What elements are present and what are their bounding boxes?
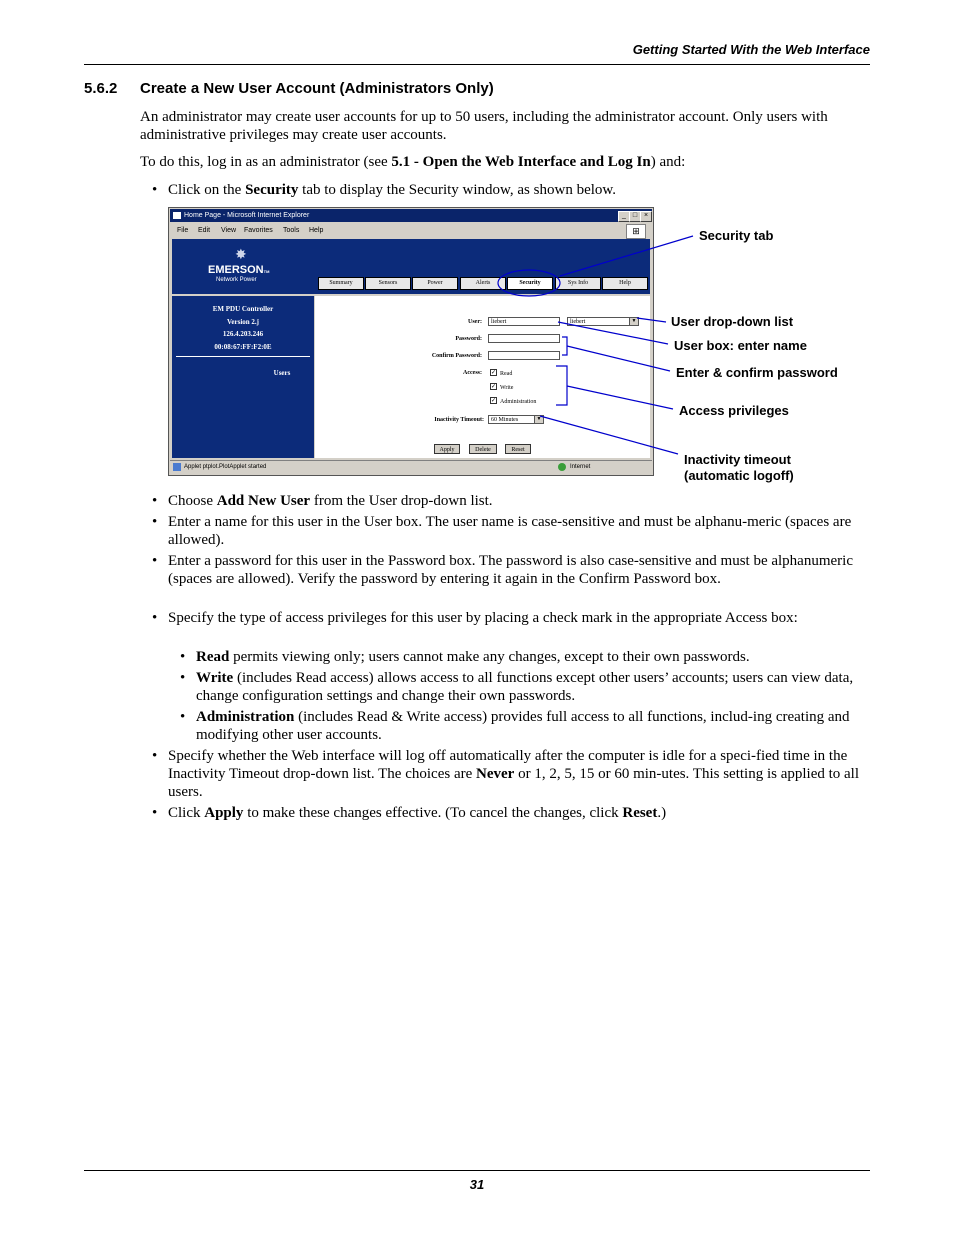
chevron-down-icon[interactable]: ▼ xyxy=(534,416,543,423)
brand-subtitle: Network Power xyxy=(216,277,257,283)
bullet-text: (includes Read & Write access) provides full access to all functions, includ-ing creating and modifying other user accounts. xyxy=(196,709,850,743)
callout-timeout xyxy=(684,452,794,484)
bullet-text: Specify whether the Web interface will log off automatically after the computer is idle for a speci-fied time in the Inactivity Timeout drop-down list. The choices are xyxy=(168,748,848,782)
cross-reference: 5.1 - Open the Web Interface and Log In xyxy=(391,154,651,170)
read-checkbox[interactable]: ✓ xyxy=(491,370,497,376)
tab-security[interactable]: Security xyxy=(507,277,553,290)
delete-button[interactable]: Delete xyxy=(469,444,497,454)
page-number: 31 xyxy=(469,1177,485,1192)
brand-name: EMERSON xyxy=(208,264,264,276)
administration-checkbox[interactable]: ✓ xyxy=(491,398,497,404)
bullet-bold: Reset xyxy=(622,805,658,821)
callout-timeout-line1: Inactivity timeout xyxy=(684,452,791,467)
write-checkbox[interactable]: ✓ xyxy=(491,384,497,390)
bullet-bold: Never xyxy=(476,766,515,782)
section-title: Create a New User Account (Administrators Only) xyxy=(140,80,494,97)
subbullet-administration: • Administration (includes Read & Write access) provides full access to all functions, includ-ing creating and modifying other user accounts. xyxy=(180,709,850,743)
line-user-box xyxy=(558,322,668,344)
users-link[interactable]: Users xyxy=(273,369,291,377)
security-tab-highlight xyxy=(498,270,560,296)
line-timeout xyxy=(540,416,678,454)
bracket-access xyxy=(556,366,567,405)
user-dropdown-value: liebert xyxy=(570,319,586,325)
bullet-text: permits viewing only; users cannot make any changes, except to their own passwords. xyxy=(229,649,750,665)
footer-rule xyxy=(84,1170,870,1171)
tab-power[interactable]: Power xyxy=(412,277,458,290)
bullet-text: or 1, 2, 5, 15 or 60 min-utes. This setting is applied to all users. xyxy=(168,766,860,800)
tab-sensors[interactable]: Sensors xyxy=(365,277,411,290)
bullet-bold: Security xyxy=(245,182,299,198)
password-label: Password: xyxy=(455,336,482,342)
device-version: Version 2.j xyxy=(226,318,260,326)
menu-file[interactable]: File xyxy=(177,227,189,234)
bullet-apply: • Click Apply to make these changes effective. (To cancel the changes, click Reset.) xyxy=(152,805,667,821)
timeout-value: 60 Minutes xyxy=(491,417,519,423)
access-label: Access: xyxy=(463,370,482,376)
bullet-text: Enter a password for this user in the Password box. The password is also case-sensitive and must be alphanumeric (spaces are allowed). Verify the password by entering it again in the Confirm Password box. xyxy=(168,553,853,587)
menu-tools[interactable]: Tools xyxy=(283,227,300,234)
window-title: Home Page - Microsoft Internet Explorer xyxy=(184,212,310,219)
device-name: EM PDU Controller xyxy=(212,305,274,313)
subbullet-read: • Read permits viewing only; users cannot make any changes, except to their own passwords. xyxy=(180,649,750,665)
menu-help[interactable]: Help xyxy=(309,227,324,234)
callout-security-tab: Security tab xyxy=(699,228,774,243)
bullet-text: tab to display the Security window, as shown below. xyxy=(298,182,616,198)
chevron-down-icon[interactable]: ▼ xyxy=(629,318,638,325)
callout-password: Enter & confirm password xyxy=(676,365,838,380)
intro-text: ) and: xyxy=(650,154,686,170)
read-label: Read xyxy=(500,371,513,377)
subbullet-write: • Write (includes Read access) allows access to all functions except other users’ accounts; users can view data, change configuration settings and change their own passwords. xyxy=(180,670,854,704)
bullet-text: (includes Read access) allows access to all functions except other users’ accounts; users can view data, change configuration settings and change their own passwords. xyxy=(196,670,854,704)
bullet-password: • Enter a password for this user in the Password box. The password is also case-sensitive and must be alphanumeric (spaces are allowed). Verify the password by entering it again in the Confirm Password box. xyxy=(152,552,870,588)
bullet-text: Click xyxy=(168,805,205,821)
bullet-bold: Write xyxy=(196,670,234,686)
bullet-bold: Read xyxy=(196,649,230,665)
menu-edit[interactable]: Edit xyxy=(198,227,211,234)
maximize-icon[interactable]: □ xyxy=(629,211,641,222)
bullet-text: Click on the xyxy=(168,182,246,198)
intro-paragraph-1: An administrator may create user accounts for up to 50 users, including the administrator account. Only users with administrative privileges may create user accounts. xyxy=(140,109,828,143)
apply-button[interactable]: Apply xyxy=(434,444,460,454)
device-mac: 00:08:67:FF:F2:0E xyxy=(214,343,272,351)
emerson-logo-icon: ✸ xyxy=(235,246,247,262)
write-label: Write xyxy=(500,385,514,391)
menu-favorites[interactable]: Favorites xyxy=(244,227,273,234)
bullet-bold: Add New User xyxy=(216,493,311,509)
callout-user-box: User box: enter name xyxy=(674,338,807,353)
line-password xyxy=(567,346,670,371)
windows-logo-icon: ⊞ xyxy=(626,224,646,239)
bullet-bold: Apply xyxy=(204,805,244,821)
intro-text: To do this, log in as an administrator (see xyxy=(140,154,392,170)
bullet-access: • Specify the type of access privileges for this user by placing a check mark in the appropriate Access box: xyxy=(152,609,870,627)
administration-label: Administration xyxy=(500,399,537,405)
bullet-text: Choose xyxy=(168,493,217,509)
brand-trademark: TM xyxy=(263,269,270,274)
bullet-text: Specify the type of access privileges for this user by placing a check mark in the appropriate Access box: xyxy=(168,610,798,626)
section-number: 5.6.2 xyxy=(84,80,118,97)
tab-help[interactable]: Help xyxy=(602,277,648,290)
bullet-add-user: • Choose Add New User from the User drop-down list. xyxy=(152,493,493,509)
line-user-dropdown xyxy=(637,318,666,322)
user-label: User: xyxy=(468,319,482,325)
tab-sys-info[interactable]: Sys Info xyxy=(555,277,601,290)
callout-timeout-line2: (automatic logoff) xyxy=(684,468,794,483)
tab-alerts[interactable]: Alerts xyxy=(460,277,506,290)
status-zone: Internet xyxy=(570,464,591,470)
line-security-tab xyxy=(560,236,693,276)
bullet-bold: Administration xyxy=(196,709,295,725)
menu-view[interactable]: View xyxy=(221,227,237,234)
tab-summary[interactable]: Summary xyxy=(318,277,364,290)
confirm-password-label: Confirm Password: xyxy=(431,353,482,359)
bracket-password xyxy=(562,337,567,355)
status-text: Applet ptplot.PlotApplet started xyxy=(184,464,267,470)
minimize-icon[interactable]: _ xyxy=(618,211,630,222)
line-access xyxy=(567,386,673,409)
running-header: Getting Started With the Web Interface xyxy=(632,42,870,57)
bullet-security-tab: • Click on the Security tab to display the Security window, as shown below. xyxy=(152,182,616,198)
bullet-text: .) xyxy=(657,805,667,821)
callout-access: Access privileges xyxy=(679,403,789,418)
device-ip: 126.4.203.246 xyxy=(222,330,264,338)
callout-user-dropdown: User drop-down list xyxy=(671,314,794,329)
bullet-text: Enter a name for this user in the User box. The user name is case-sensitive and must be alphanu-meric (spaces are allowed). xyxy=(168,514,852,548)
close-icon[interactable]: × xyxy=(640,211,652,222)
inactivity-timeout-label: Inactivity Timeout: xyxy=(434,417,484,423)
bullet-user-name: • Enter a name for this user in the User box. The user name is case-sensitive and must be alphanu-meric (spaces are allowed). xyxy=(152,513,870,549)
bullet-text: from the User drop-down list. xyxy=(310,493,493,509)
reset-button[interactable]: Reset xyxy=(505,444,531,454)
bullet-text: to make these changes effective. (To cancel the changes, click xyxy=(243,805,623,821)
user-input[interactable]: liebert xyxy=(488,317,560,326)
bullet-timeout: • Specify whether the Web interface will log off automatically after the computer is idle for a speci-fied time in the Inactivity Timeout drop-down list. The choices are Never or 1, 2, 5, 15 or 60 min-utes. This setting is applied to all users. xyxy=(152,748,860,800)
